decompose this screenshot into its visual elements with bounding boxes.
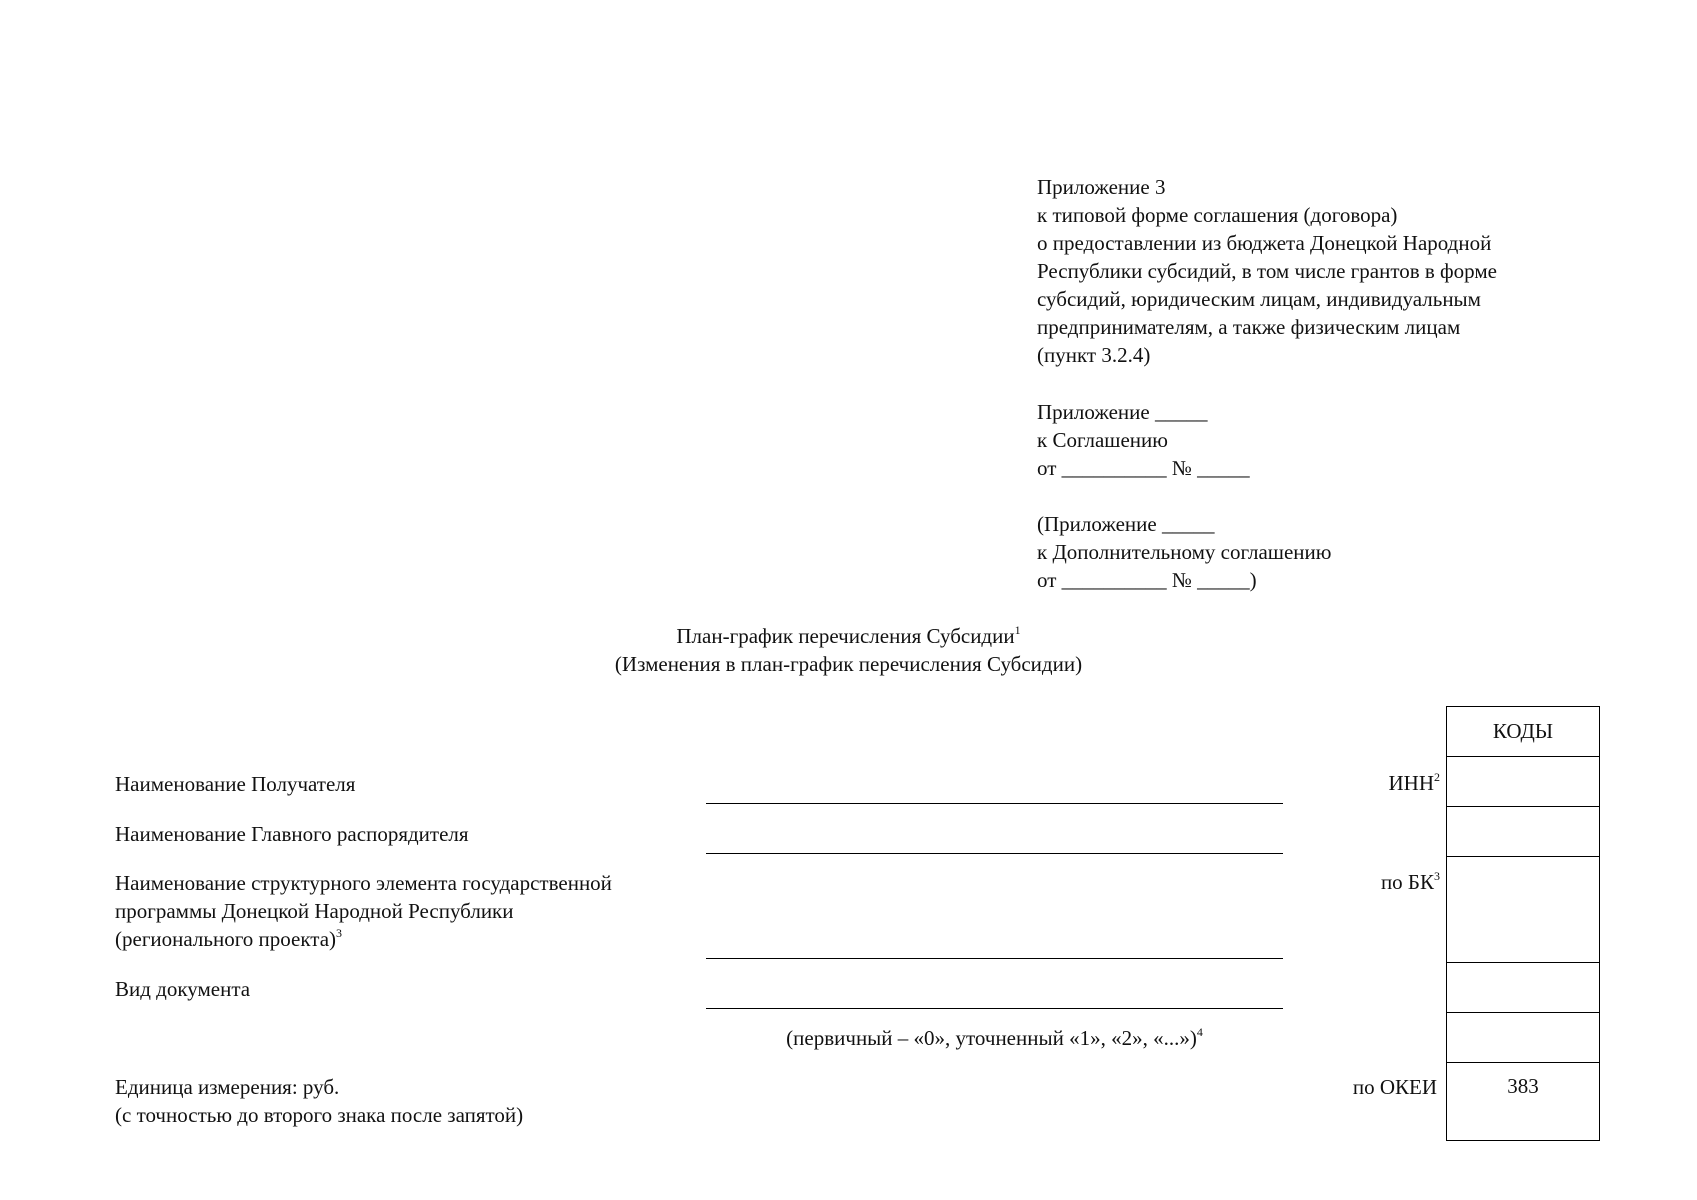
doc-type-underline[interactable]	[706, 1008, 1283, 1009]
program-underline[interactable]	[706, 958, 1283, 959]
agreement-ref-line: от __________ № _____	[1037, 456, 1250, 480]
appendix-header-line: Приложение 3	[1037, 175, 1166, 199]
codes-table	[1446, 706, 1600, 1141]
okei-code-value: 383	[1507, 1074, 1539, 1098]
doc-type-label: Вид документа	[115, 977, 251, 1001]
agreement-reference	[1037, 398, 1250, 482]
agreement-ref-line: к Соглашению	[1037, 428, 1168, 452]
additional-agreement-reference	[1037, 510, 1331, 594]
main-manager-code-cell[interactable]	[1447, 807, 1600, 857]
program-label-line1: Наименование структурного элемента государственной	[115, 871, 612, 895]
codes-header: КОДЫ	[1447, 707, 1600, 757]
title-line-1: План-график перечисления Субсидии	[676, 624, 1015, 648]
additional-agreement-ref-line: от __________ № _____)	[1037, 568, 1257, 592]
doc-type-code-cell[interactable]	[1447, 963, 1600, 1013]
main-manager-underline[interactable]	[706, 853, 1283, 854]
inn-code-cell[interactable]	[1447, 757, 1600, 807]
doc-type-hint-text: (первичный – «0», уточненный «1», «2», «...»)	[786, 1026, 1197, 1050]
bk-label	[1381, 868, 1440, 896]
additional-agreement-ref-line: (Приложение _____	[1037, 512, 1215, 536]
program-label-text: (регионального проекта)	[115, 927, 337, 951]
recipient-label: Наименование Получателя	[115, 772, 356, 796]
doc-type-footnote-mark: 4	[1196, 1025, 1203, 1039]
inn-label	[1389, 769, 1441, 797]
inn-label-text: ИНН	[1388, 771, 1434, 795]
program-label-line3	[115, 925, 342, 953]
doc-type-version-cell[interactable]	[1447, 1013, 1600, 1063]
additional-agreement-ref-line: к Дополнительному соглашению	[1037, 540, 1332, 564]
program-footnote-mark: 3	[336, 926, 343, 940]
title-footnote-mark: 1	[1014, 623, 1021, 637]
appendix-header-line: о предоставлении из бюджета Донецкой Народной	[1037, 231, 1492, 255]
agreement-ref-line: Приложение _____	[1037, 400, 1208, 424]
recipient-underline[interactable]	[706, 803, 1283, 804]
bk-code-cell[interactable]	[1447, 857, 1600, 963]
bk-label-text: по БК	[1380, 870, 1434, 894]
appendix-header-line: предпринимателям, а также физическим лицам	[1037, 315, 1461, 339]
unit-label-line1: Единица измерения: руб.	[115, 1075, 340, 1099]
program-label-line2: программы Донецкой Народной Республики	[115, 899, 514, 923]
okei-label: по ОКЕИ	[1352, 1075, 1437, 1099]
appendix-header-line: (пункт 3.2.4)	[1037, 343, 1151, 367]
doc-type-hint	[706, 1024, 1283, 1052]
inn-footnote-mark: 2	[1434, 770, 1440, 784]
main-manager-label: Наименование Главного распорядителя	[115, 822, 469, 846]
appendix-header	[1037, 173, 1497, 369]
appendix-header-line: Республики субсидий, в том числе грантов в форме	[1037, 259, 1497, 283]
bk-footnote-mark: 3	[1434, 869, 1440, 883]
document-title	[0, 622, 1697, 650]
unit-label-line2: (с точностью до второго знака после запятой)	[115, 1103, 524, 1127]
okei-code-cell[interactable]	[1447, 1063, 1600, 1141]
document-subtitle: (Изменения в план-график перечисления Субсидии)	[614, 652, 1083, 676]
appendix-header-line: к типовой форме соглашения (договора)	[1037, 203, 1398, 227]
appendix-header-line: субсидий, юридическим лицам, индивидуальным	[1037, 287, 1481, 311]
